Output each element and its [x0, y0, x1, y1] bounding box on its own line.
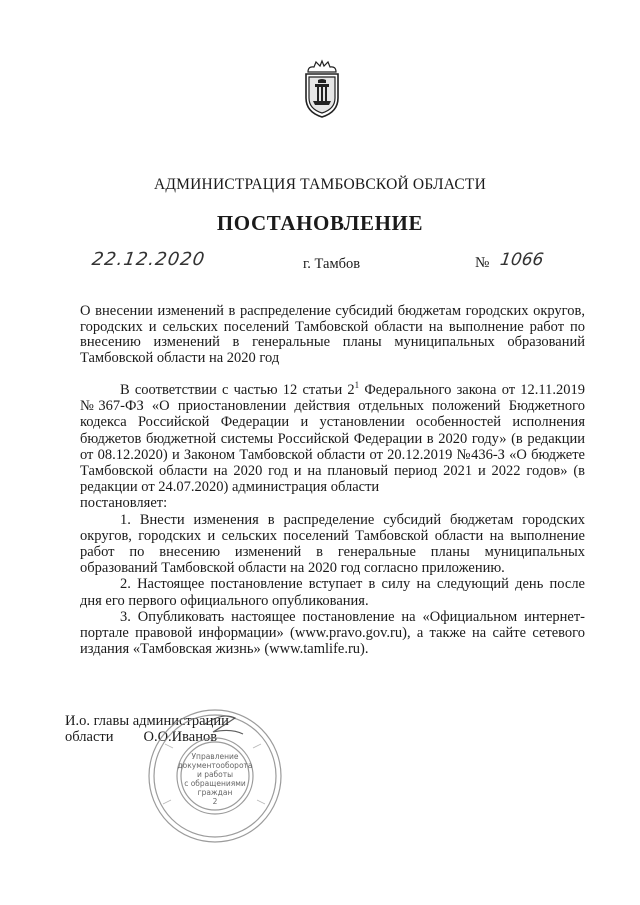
document-subject: О внесении изменений в распределение субсидий бюджетам городских округов, городских и сельских поселений Тамбовской области на выполнение работ по внесению изменений в генеральные планы муниципальных образований Тамбовской области на 2020 год — [80, 303, 585, 366]
coat-of-arms-emblem — [298, 58, 346, 120]
item-2: 2. Настоящее постановление вступает в силу на следующий день после дня его первого официального опубликования. — [80, 576, 585, 609]
document-number: 1066 — [498, 250, 545, 270]
stamp-line-5: граждан — [197, 788, 233, 797]
stamp-line-2: документооборота — [177, 761, 253, 770]
official-stamp — [143, 704, 288, 849]
stamp-line-1: Управление — [191, 752, 239, 761]
number-label: № — [475, 255, 490, 271]
signatory-name: О.О.Иванов — [143, 729, 218, 745]
agency-title: АДМИНИСТРАЦИЯ ТАМБОВСКОЙ ОБЛАСТИ — [154, 176, 486, 193]
document-date: 22.12.2020 — [90, 249, 207, 270]
document-type: ПОСТАНОВЛЕНИЕ — [216, 211, 424, 235]
signatory-region: области О.О.Иванов — [65, 729, 218, 745]
stamp-line-4: с обращениями — [184, 779, 246, 788]
decree-word: постановляет: — [80, 495, 168, 512]
document-city: г. Тамбов — [303, 256, 361, 272]
intro-paragraph: В соответствии с частью 12 статьи $2^1$ Федерального закона от 12.11.2019 №367-ФЗ «О приостановлении действия отдельных положений Бюджетного кодекса Российской Федерации и установлении особенностей исполнения бюджетов бюджетной системы Российской Федерации в 2020 году» (в редакции от 08.12.2020) и Законом Тамбовской области от 20.12.2019 №436-З «О бюджете Тамбовской области на 2020 год и на плановый период 2021 и 2022 годов» (в редакции от 24.07.2020) администрация области — [80, 380, 586, 496]
item-3: 3. Опубликовать настоящее постановление на «Официальном интернет-портале правовой информации» (www.pravo.gov.ru), а также на сайте сетевого издания «Тамбовская жизнь» (www.tamlife.ru). — [80, 608, 585, 658]
article-superscript: 1 — [354, 380, 360, 391]
signatory-title: И.о. главы администрации — [65, 713, 229, 729]
stamp-line-6: 2 — [212, 797, 218, 806]
stamp-line-3: и работы — [196, 770, 234, 779]
document-body — [80, 382, 585, 657]
item-1: 1. Внести изменения в распределение субсидий бюджетам городских округов, городских и сельских поселений Тамбовской области на выполнение работ по внесению изменений в генеральные планы муниципальных образований Тамбовской области на 2020 год согласно приложению. — [80, 511, 585, 577]
